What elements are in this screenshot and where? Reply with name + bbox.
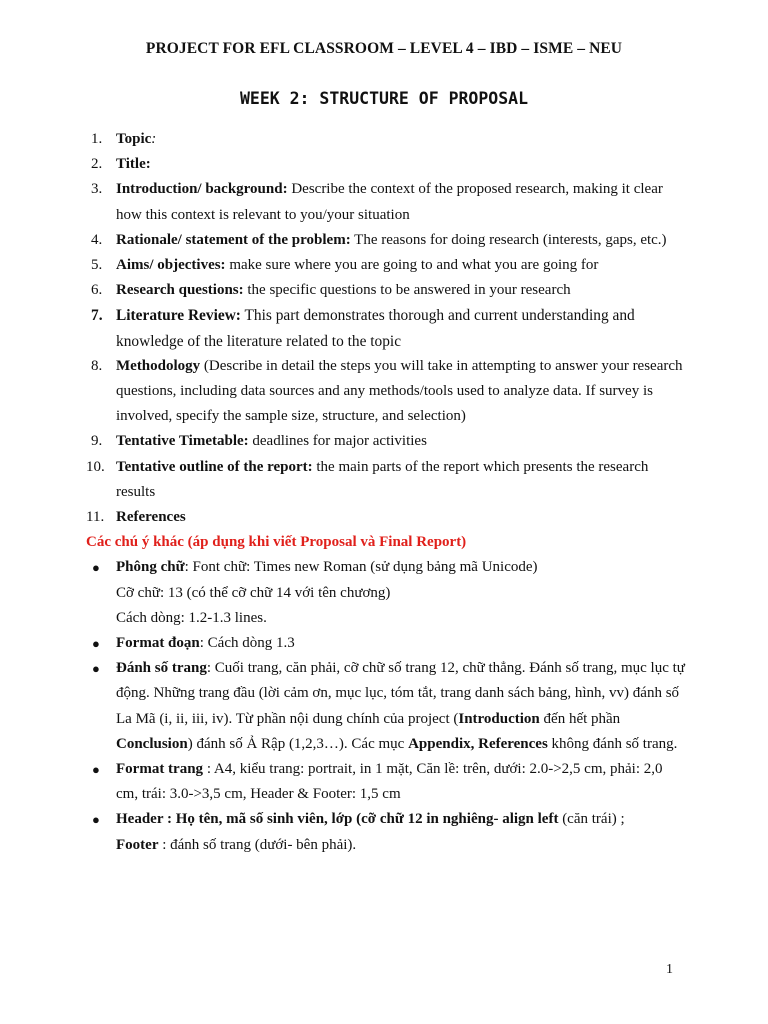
list-number: 9.: [91, 433, 103, 450]
list-number: 7.: [91, 307, 103, 325]
bullet-header-footer: [86, 807, 686, 857]
list-item-topic: [86, 127, 686, 152]
list-number: 5.: [91, 257, 103, 274]
document-header: PROJECT FOR EFL CLASSROOM – LEVEL 4 – IBD – ISME – NEU: [145, 40, 623, 57]
list-item-rationale: [86, 228, 686, 253]
page-title: WEEK 2: STRUCTURE OF PROPOSAL: [239, 89, 529, 108]
item-label: Tentative outline of the report:: [116, 458, 313, 475]
bullet-bold: Appendix, References: [408, 735, 548, 752]
item-label: Aims/ objectives:: [116, 257, 226, 274]
bullet-text: ) đánh số Ả Rập (1,2,3…). Các mục: [187, 735, 409, 752]
item-text: This part demonstrates thorough and current understanding and knowledge of the literature related to the topic: [116, 307, 635, 350]
list-item-outline: [86, 455, 686, 505]
item-label: Introduction/ background:: [116, 181, 288, 198]
list-number: 10.: [86, 458, 105, 475]
bullet-text: đến hết phần: [539, 710, 621, 727]
bullet-paragraph: [86, 631, 686, 656]
bullet-icon: ●: [92, 762, 100, 778]
item-label: Research questions:: [116, 282, 244, 299]
list-item-references: [86, 505, 686, 530]
bullet-text: không đánh số trang.: [547, 735, 678, 752]
list-number: 3.: [91, 181, 103, 198]
list-item-title: [86, 152, 686, 177]
list-number: 11.: [86, 509, 105, 526]
bullet-label: Đánh số trang: [116, 660, 207, 677]
bullet-label: Format trang: [116, 761, 204, 778]
bullet-bold: Conclusion: [116, 735, 188, 752]
item-label: Literature Review:: [116, 307, 241, 325]
list-number: 4.: [91, 231, 103, 248]
bullet-text: : A4, kiểu trang: portrait, in 1 mặt, Căn lề: trên, dưới: 2.0->2,5 cm, phải: 2,0 cm, trái: 3.0->3,5 cm, Header & Footer: 1,5 cm: [116, 761, 663, 803]
item-separator: :: [151, 131, 157, 147]
list-item-literature-review: [86, 303, 686, 353]
list-item-timetable: [86, 429, 686, 454]
item-label: Methodology: [116, 357, 201, 374]
bullet-text: (căn trái) ;: [558, 811, 625, 828]
list-number: 6.: [91, 282, 103, 299]
bullet-bold: Header : Họ tên, mã số sinh viên, lớp (cỡ chữ 12 in nghiêng- align left: [116, 811, 559, 828]
bullet-page-numbering: [86, 656, 686, 757]
item-label: References: [116, 509, 186, 526]
item-label: Rationale/ statement of the problem:: [116, 231, 351, 248]
page-number: 1: [666, 962, 673, 977]
item-label: Tentative Timetable:: [116, 433, 249, 450]
list-item-methodology: [86, 354, 686, 430]
list-item-aims: [86, 253, 686, 278]
item-text: the main parts of the report which presents the research results: [116, 458, 649, 500]
item-label: Topic: [116, 131, 152, 147]
item-text: Describe the context of the proposed research, making it clear how this context is relevant to you/your situation: [116, 181, 663, 223]
bullet-label: Format đoạn: [116, 635, 200, 652]
item-text: (Describe in detail the steps you will take in attempting to answer your research questions, including data sources and any methods/tools used to analyze data. If survey is involved, specify the sample size, structure, and selection): [116, 357, 683, 425]
bullet-icon: ●: [92, 812, 100, 828]
bullet-icon: ●: [92, 661, 100, 677]
bullet-bold: Footer: [116, 836, 159, 853]
item-text: the specific questions to be answered in your research: [243, 282, 571, 299]
item-text: deadlines for major activities: [248, 433, 427, 450]
bullet-icon: ●: [92, 636, 100, 652]
item-text: The reasons for doing research (interests, gaps, etc.): [350, 231, 667, 248]
bullet-page-format: [86, 757, 686, 807]
item-text: make sure where you are going to and what you are going for: [225, 257, 599, 274]
item-label: Title:: [116, 156, 151, 173]
bullet-icon: ●: [92, 560, 100, 576]
list-number: 1.: [91, 131, 103, 147]
bullet-text: : Cách dòng 1.3: [199, 635, 295, 652]
notes-heading: Các chú ý khác (áp dụng khi viết Proposal và Final Report): [86, 534, 467, 551]
bullet-font: [86, 555, 686, 631]
list-item-research-questions: [86, 278, 686, 303]
list-item-introduction: [86, 177, 686, 227]
bullet-text: : Cuối trang, căn phải, cỡ chữ số trang 12, chữ thẳng. Đánh số trang, mục lục tự động. Những trang đầu (lời cảm ơn, mục lục, tóm tắt, trang danh sách bảng, hình, vv) đánh số La Mã (i, ii, iii, iv). Từ phần nội dung chính của project (: [116, 660, 685, 727]
list-number: 8.: [91, 357, 103, 374]
bullet-text: : Font chữ: Times new Roman (sử dụng bảng mã Unicode): [184, 559, 538, 576]
bullet-line: Cỡ chữ: 13 (có thể cỡ chữ 14 với tên chương): [116, 584, 391, 601]
list-number: 2.: [91, 156, 103, 173]
bullet-line: Cách dòng: 1.2-1.3 lines.: [116, 609, 267, 626]
bullet-text: : đánh số trang (dưới- bên phải).: [158, 836, 357, 853]
bullet-bold: Introduction: [458, 710, 540, 727]
document-body: [86, 127, 686, 858]
bullet-label: Phông chữ: [116, 559, 185, 576]
